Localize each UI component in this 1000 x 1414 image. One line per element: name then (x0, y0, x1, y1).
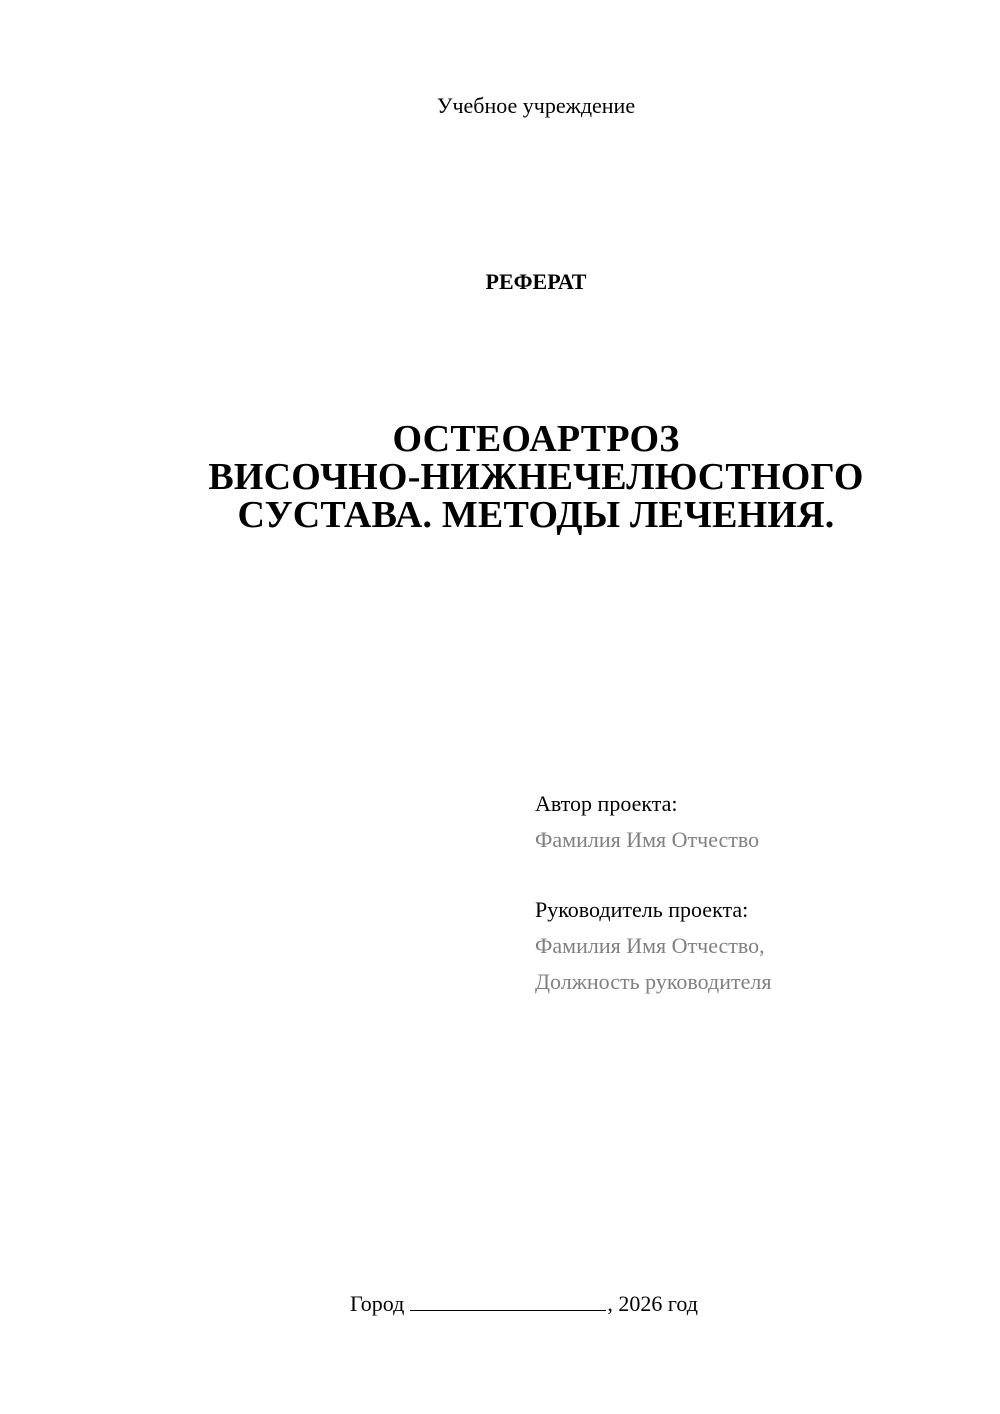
institution-name: Учебное учреждение (436, 93, 636, 118)
document-type: РЕФЕРАТ (485, 269, 587, 294)
title-line: ВИСОЧНО-НИЖНЕЧЕЛЮСТНОГО (208, 456, 864, 498)
credits-block (535, 786, 975, 1000)
supervisor-label: Руководитель проекта: (535, 897, 749, 922)
supervisor-name: Фамилия Имя Отчество, (535, 933, 765, 958)
city-year-line (350, 1290, 770, 1318)
title-line: ОСТЕОАРТРОЗ (392, 418, 680, 460)
year-text: , 2026 год (607, 1291, 698, 1316)
city-blank-field (410, 1290, 606, 1311)
document-title (0, 420, 1000, 534)
title-line: СУСТАВА. МЕТОДЫ ЛЕЧЕНИЯ. (237, 494, 835, 536)
author-label: Автор проекта: (535, 791, 678, 816)
author-name: Фамилия Имя Отчество (535, 827, 760, 852)
supervisor-position: Должность руководителя (535, 969, 772, 994)
city-label: Город (350, 1291, 405, 1316)
